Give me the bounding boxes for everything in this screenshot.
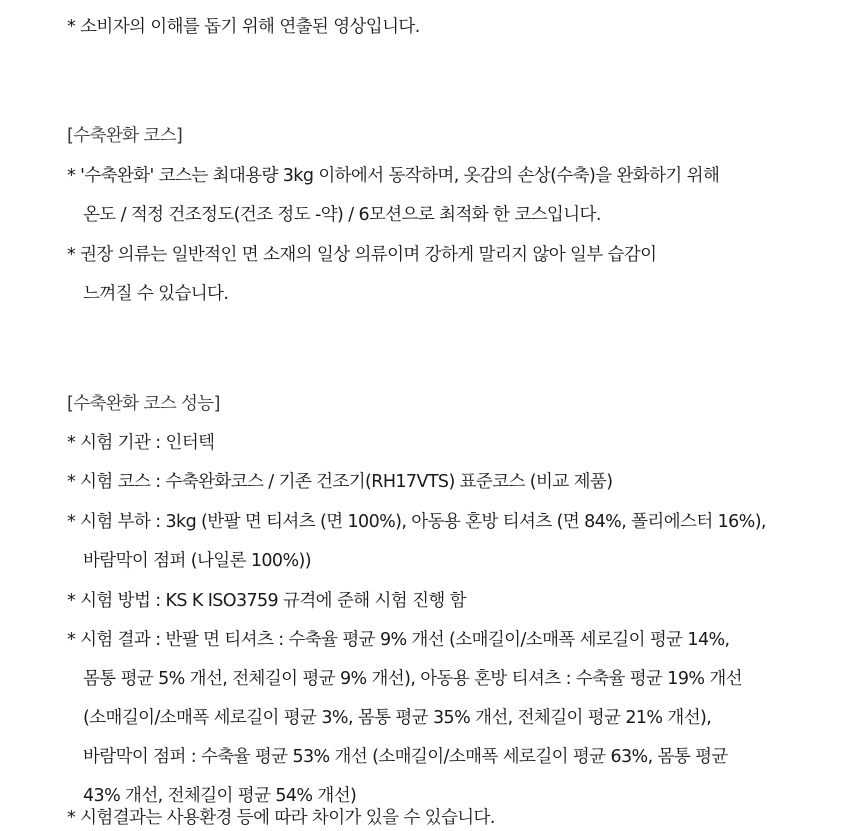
course-line: 온도 / 적정 건조정도(건조 정도 -약) / 6모션으로 최적화 한 코스입니다. [83,205,601,225]
performance-line: 바람막이 점퍼 : 수축율 평균 53% 개선 (소매길이/소매폭 세로길이 평균 63%, 몸통 평균 [83,747,728,767]
course-line: * '수축완화' 코스는 최대용량 3kg 이하에서 동작하며, 옷감의 손상(수축)을 완화하기 위해 [67,166,720,186]
performance-line: 43% 개선, 전체길이 평균 54% 개선) [83,786,357,806]
performance-line: * 시험결과는 사용환경 등에 따라 차이가 있을 수 있습니다. [67,808,495,828]
course-heading: [수축완화 코스] [67,126,183,146]
performance-line: 바람막이 점퍼 (나일론 100%)) [83,551,311,571]
disclaimer-text: * 소비자의 이해를 돕기 위해 연출된 영상입니다. [67,17,420,37]
performance-line: * 시험 부하 : 3kg (반팔 면 티셔츠 (면 100%), 아동용 혼방 티셔츠 (면 84%, 폴리에스터 16%), [67,512,766,532]
performance-line: * 시험 결과 : 반팔 면 티셔츠 : 수축율 평균 9% 개선 (소매길이/소매폭 세로길이 평균 14%, [67,630,730,650]
performance-line: 몸통 평균 5% 개선, 전체길이 평균 9% 개선), 아동용 혼방 티셔츠 : 수축율 평균 19% 개선 [83,669,742,689]
performance-line: * 시험 방법 : KS K ISO3759 규격에 준해 시험 진행 함 [67,591,466,611]
performance-heading: [수축완화 코스 성능] [67,394,220,414]
performance-line: * 시험 기관 : 인터텍 [67,433,215,453]
course-line: 느껴질 수 있습니다. [83,284,229,304]
performance-line: * 시험 코스 : 수축완화코스 / 기존 건조기(RH17VTS) 표준코스 (비교 제품) [67,472,613,492]
performance-line: (소매길이/소매폭 세로길이 평균 3%, 몸통 평균 35% 개선, 전체길이 평균 21% 개선), [83,708,712,728]
course-line: * 권장 의류는 일반적인 면 소재의 일상 의류이며 강하게 말리지 않아 일부 습감이 [67,245,657,265]
